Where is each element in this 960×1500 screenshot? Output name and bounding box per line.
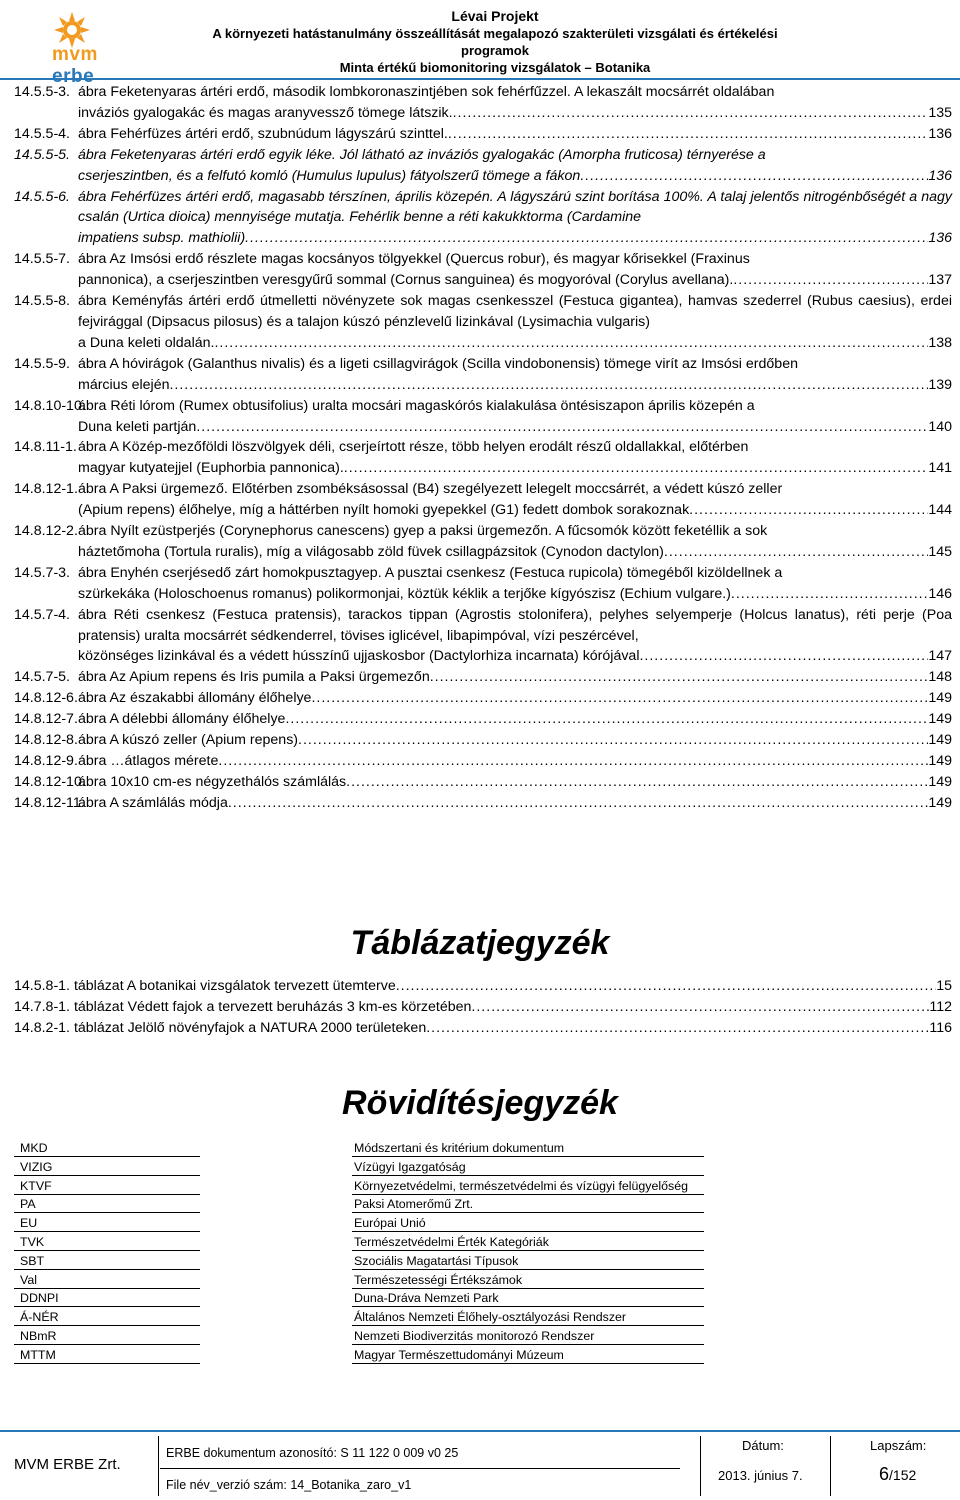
abbreviation-code: KTVF bbox=[14, 1177, 200, 1195]
figure-caption-lead: ábra Az Imsósi erdő részlete magas kocsányos tölgyekkel (Quercus robur), és magyar kőrisekkel (Fraxinus bbox=[78, 251, 750, 268]
abbreviation-meaning: Általános Nemzeti Élőhely-osztályozási Rendszer bbox=[352, 1308, 704, 1326]
figure-page-number: 149 bbox=[928, 773, 952, 790]
project-subtitle: A környezeti hatástanulmány összeállítását megalapozó szakterületi vizsgálati és értékelési programok bbox=[212, 26, 778, 58]
logo-erbe-text: erbe bbox=[52, 66, 95, 87]
figure-entry[interactable] bbox=[14, 354, 952, 396]
dot-leader bbox=[430, 667, 929, 688]
dot-leader bbox=[344, 458, 929, 479]
dot-leader bbox=[733, 270, 928, 291]
figure-number: 14.8.12-8. bbox=[14, 732, 78, 749]
figure-caption-last-line: háztetőmoha (Tortula ruralis), míg a világosabb zöld füvek csillagpázsitok (Cynodon dactylon) bbox=[78, 543, 664, 560]
table-entry[interactable] bbox=[14, 997, 952, 1018]
figure-caption-last-line: magyar kutyatejjel (Euphorbia pannonica). bbox=[78, 460, 344, 477]
figure-caption-lead: ábra Enyhén cserjésedő zárt homokpusztagyep. A pusztai csenkesz (Festuca rupicola) tömegéből kizöldellnek a bbox=[78, 564, 783, 581]
figure-page-number: 147 bbox=[928, 648, 952, 665]
project-section: Minta értékű biomonitoring vizsgálatok – Botanika bbox=[339, 60, 651, 75]
abbreviation-row bbox=[14, 1289, 934, 1308]
abbreviation-row bbox=[14, 1271, 934, 1290]
mvm-erbe-logo bbox=[48, 10, 138, 87]
abbreviation-meaning: Természetvédelmi Érték Kategóriák bbox=[352, 1233, 704, 1251]
figure-entry[interactable] bbox=[14, 82, 952, 124]
abbreviation-row bbox=[14, 1139, 934, 1158]
abbreviation-code: DDNPI bbox=[14, 1289, 200, 1307]
page-total: /152 bbox=[889, 1467, 917, 1483]
dot-leader bbox=[689, 500, 928, 521]
figure-entry[interactable] bbox=[14, 187, 952, 250]
figure-caption-last-line: Duna keleti partján bbox=[78, 418, 197, 435]
figure-entry[interactable] bbox=[14, 249, 952, 291]
figure-page-number: 136 bbox=[928, 167, 952, 184]
figure-number: 14.5.7-4. bbox=[14, 606, 71, 623]
abbreviation-code: VIZIG bbox=[14, 1158, 200, 1176]
figure-entry[interactable] bbox=[14, 145, 952, 187]
abbreviation-meaning: Paksi Atomerőmű Zrt. bbox=[352, 1195, 704, 1213]
dot-leader bbox=[245, 228, 928, 249]
table-entry[interactable] bbox=[14, 976, 952, 997]
figure-number: 14.5.5-9. bbox=[14, 355, 71, 372]
figure-number: 14.8.10-10. bbox=[14, 397, 86, 414]
table-entry-title: 14.7.8-1. táblázat Védett fajok a tervezett beruházás 3 km-es körzetében bbox=[14, 998, 472, 1015]
figure-page-number: 149 bbox=[928, 732, 952, 749]
table-page-number: 112 bbox=[929, 998, 952, 1015]
page-footer bbox=[0, 1430, 960, 1500]
dot-leader bbox=[298, 730, 928, 751]
figure-number: 14.8.12-11. bbox=[14, 794, 85, 811]
figure-page-number: 136 bbox=[928, 230, 952, 247]
dot-leader bbox=[580, 166, 928, 187]
figure-page-number: 149 bbox=[928, 711, 952, 728]
figure-caption-last-line: cserjeszintben, és a felfutó komló (Humulus lupulus) fátyolszerű tömege a fákon bbox=[78, 167, 581, 184]
abbreviation-meaning: Duna-Dráva Nemzeti Park bbox=[352, 1289, 704, 1307]
footer-separator bbox=[160, 1468, 680, 1469]
abbreviation-row bbox=[14, 1346, 934, 1365]
figure-caption-lead: ábra A hóvirágok (Galanthus nivalis) és a ligeti csillagvirágok (Scilla vindobonensis) tömege virít az Imsósi erdőben bbox=[78, 355, 798, 372]
abbreviation-meaning: Vízügyi Igazgatóság bbox=[352, 1158, 704, 1176]
figure-number: 14.5.5-7. bbox=[14, 251, 71, 268]
abbreviation-row bbox=[14, 1177, 934, 1196]
figure-page-number: 136 bbox=[928, 125, 952, 142]
footer-company: MVM ERBE Zrt. bbox=[14, 1456, 121, 1473]
figure-caption-lead: ábra Nyílt ezüstperjés (Corynephorus canescens) gyep a paksi ürgemezőn. A fűcsomók között feketéllik a sok bbox=[78, 523, 768, 540]
abbreviation-code: PA bbox=[14, 1195, 200, 1213]
figure-number: 14.8.12-7. bbox=[14, 711, 78, 728]
dot-leader bbox=[169, 375, 928, 396]
figure-caption-last-line: (Apium repens) élőhelye, míg a háttérben nyílt homoki gyepekkel (G1) fedett dombok sorakoznak bbox=[78, 502, 690, 519]
figure-caption-last-line: inváziós gyalogakác és magas aranyvessző tömege látszik. bbox=[78, 104, 453, 121]
figure-page-number: 140 bbox=[928, 418, 952, 435]
footer-date: 2013. június 7. bbox=[718, 1468, 803, 1483]
dot-leader bbox=[214, 333, 928, 354]
dot-leader bbox=[346, 772, 928, 793]
figure-caption-last-line: szürkekáka (Holoschoenus romanus) polikormonjai, köztük kéklik a terjőke kígyószisz (Echium vulgare.) bbox=[78, 585, 731, 602]
table-page-number: 116 bbox=[929, 1019, 952, 1036]
figure-caption-last-line: közönséges lizinkával és a védett hússzínű ujjaskosbor (Dactylorhiza incarnata) kórójával bbox=[78, 648, 640, 665]
table-entry[interactable] bbox=[14, 1018, 952, 1039]
dot-leader bbox=[426, 1018, 929, 1039]
abbreviation-row bbox=[14, 1214, 934, 1233]
abbreviation-code: NBmR bbox=[14, 1327, 200, 1345]
footer-page-number bbox=[879, 1464, 916, 1485]
figure-caption-last-line: impatiens subsp. mathiolii) bbox=[78, 230, 246, 247]
abbreviation-meaning: Európai Unió bbox=[352, 1214, 704, 1232]
footer-date-label: Dátum: bbox=[742, 1438, 784, 1453]
figure-caption-last-line: ábra 10x10 cm-es négyzethálós számlálás bbox=[78, 773, 347, 790]
table-entry-title: 14.5.8-1. táblázat A botanikai vizsgálatok tervezett ütemterve bbox=[14, 978, 396, 994]
figure-number: 14.8.12-1. bbox=[14, 481, 78, 498]
page-header bbox=[0, 0, 960, 87]
abbreviation-code: Val bbox=[14, 1271, 200, 1289]
figure-caption-last-line: pannonica), a cserjeszintben veresgyűrű sommal (Cornus sanguinea) és mogyoróval (Corylus avellana). bbox=[78, 272, 734, 289]
abbreviation-row bbox=[14, 1252, 934, 1271]
abbreviation-row bbox=[14, 1327, 934, 1346]
figure-caption-lead: ábra Feketenyaras ártéri erdő, második lombkoronaszintjében sok fehérfűzzel. A lekaszált mocsárrét oldalában bbox=[78, 84, 775, 100]
figure-caption-last-line: ábra A számlálás módja bbox=[78, 794, 228, 811]
figure-entry[interactable] bbox=[14, 521, 952, 563]
dot-leader bbox=[471, 997, 929, 1018]
figure-caption-last-line: március elején bbox=[78, 376, 170, 393]
abbreviation-code: EU bbox=[14, 1214, 200, 1232]
dot-leader bbox=[639, 646, 928, 667]
figure-entry[interactable] bbox=[14, 396, 952, 438]
figure-number: 14.5.7-5. bbox=[14, 669, 71, 686]
figure-caption-lead: ábra A Közép-mezőföldi löszvölgyek déli, cserjeírtott része, több helyen erodált részű oldallakkal, előtérben bbox=[78, 439, 749, 456]
figure-page-number: 141 bbox=[928, 460, 952, 477]
abbreviation-code: SBT bbox=[14, 1252, 200, 1270]
abbreviation-row bbox=[14, 1158, 934, 1177]
header-text bbox=[195, 8, 795, 76]
footer-separator bbox=[830, 1436, 831, 1496]
header-divider bbox=[0, 78, 960, 80]
dot-leader bbox=[731, 584, 928, 605]
table-page-number: 15 bbox=[936, 978, 952, 994]
figure-page-number: 149 bbox=[928, 794, 952, 811]
abbreviation-row bbox=[14, 1233, 934, 1252]
figure-entry[interactable] bbox=[14, 605, 952, 668]
figure-caption-last-line: ábra Az Apium repens és Iris pumila a Paksi ürgemezőn bbox=[78, 669, 430, 686]
figure-caption-last-line: ábra Az északabbi állomány élőhelye bbox=[78, 690, 312, 707]
figure-caption-lead: ábra Réti csenkesz (Festuca pratensis), tarackos tippan (Agrostis stolonifera), pelyhes selyemperje (Holcus lanatus), réti perje (Poa pratensis) uralta mocsárrét sédkenderrel, tövises iglicével, libapimpóval, vízi peszércével, bbox=[78, 606, 952, 644]
figure-number: 14.5.7-3. bbox=[14, 564, 71, 581]
figure-entry[interactable] bbox=[14, 479, 952, 521]
figure-page-number: 135 bbox=[928, 104, 952, 121]
dot-leader bbox=[311, 688, 928, 709]
figure-entry[interactable] bbox=[14, 730, 952, 751]
table-list bbox=[14, 976, 952, 1039]
dot-leader bbox=[396, 976, 937, 997]
figure-caption-lead: ábra Keményfás ártéri erdő útmelletti növényzete sok magas csenkesszel (Festuca gigantea), hamvas szederrel (Rubus caesius), erdei fejvirággal (Dipsacus pilosus) és a talajon kúszó pénzlevelű lizinkával (Lysimachia vulgaris) bbox=[78, 293, 952, 330]
logo-mvm-text: mvm bbox=[52, 44, 98, 65]
figure-page-number: 148 bbox=[928, 669, 952, 686]
dot-leader bbox=[218, 751, 928, 772]
footer-separator bbox=[700, 1436, 701, 1496]
abbreviation-meaning: Módszertani és kritérium dokumentum bbox=[352, 1139, 704, 1157]
figure-page-number: 138 bbox=[928, 334, 952, 351]
figure-caption-lead: ábra Feketenyaras ártéri erdő egyik léke. Jól látható az inváziós gyalogakác (Amorpha fruticosa) térnyerése a bbox=[78, 146, 766, 163]
abbreviation-code: Á-NÉR bbox=[14, 1308, 200, 1326]
figure-number: 14.5.5-8. bbox=[14, 293, 71, 310]
dot-leader bbox=[453, 103, 929, 124]
table-entry-title: 14.8.2-1. táblázat Jelölő növényfajok a NATURA 2000 területeken bbox=[14, 1019, 427, 1036]
figure-page-number: 137 bbox=[928, 272, 952, 289]
figure-number: 14.8.11-1. bbox=[14, 439, 77, 456]
figure-entry[interactable] bbox=[14, 437, 952, 479]
abbreviation-code: MTTM bbox=[14, 1346, 200, 1364]
figure-caption-last-line: ábra …átlagos mérete bbox=[78, 753, 219, 769]
page-current: 6 bbox=[879, 1464, 890, 1484]
abbreviation-row bbox=[14, 1308, 934, 1327]
figure-entry[interactable] bbox=[14, 793, 952, 814]
figure-entry[interactable] bbox=[14, 751, 952, 772]
figure-caption-last-line: ábra A délebbi állomány élőhelye bbox=[78, 711, 286, 728]
figure-entry[interactable] bbox=[14, 563, 952, 605]
footer-doc-id: ERBE dokumentum azonosító: S 11 122 0 009 v0 25 bbox=[166, 1446, 459, 1460]
footer-page-label: Lapszám: bbox=[870, 1438, 927, 1453]
figure-number: 14.8.12-10. bbox=[14, 773, 86, 790]
dot-leader bbox=[228, 793, 928, 814]
figure-caption-last-line: ábra A kúszó zeller (Apium repens) bbox=[78, 732, 299, 749]
footer-divider bbox=[0, 1430, 960, 1432]
figure-caption-lead: ábra A Paksi ürgemező. Előtérben zsombéksásossal (B4) szegélyezett lelegelt moccsárrét, a védett kúszó zeller bbox=[78, 481, 783, 498]
abbreviation-table bbox=[14, 1139, 934, 1365]
dot-leader bbox=[448, 124, 928, 145]
figure-caption-last-line: a Duna keleti oldalán. bbox=[78, 334, 215, 351]
figure-entry[interactable] bbox=[14, 772, 952, 793]
figure-number: 14.8.12-6. bbox=[14, 690, 78, 707]
figure-caption-lead: ábra Fehérfüzes ártéri erdő, magasabb térszínen, április közepén. A lágyszárú szint borítása 100%. A talaj jelentős nitrogénbőségét a nagy csalán (Urtica dioica) mennyisége mutatja. Fehérlik benne a réti kakukktorma (Cardamine bbox=[78, 188, 952, 226]
project-title: Lévai Projekt bbox=[451, 8, 539, 24]
figure-entry[interactable] bbox=[14, 291, 952, 354]
figure-number: 14.5.5-3. bbox=[14, 84, 71, 100]
figure-list bbox=[14, 82, 952, 814]
figure-number: 14.5.5-4. bbox=[14, 125, 71, 142]
figure-number: 14.5.5-6. bbox=[14, 188, 71, 205]
footer-separator bbox=[158, 1436, 159, 1496]
figure-caption-last-line: ábra Fehérfüzes ártéri erdő, szubnúdum lágyszárú szinttel. bbox=[78, 125, 448, 142]
figure-page-number: 144 bbox=[928, 502, 952, 519]
footer-file-name: File név_verzió szám: 14_Botanika_zaro_v1 bbox=[166, 1478, 412, 1492]
abbreviation-meaning: Környezetvédelmi, természetvédelmi és vízügyi felügyelőség bbox=[352, 1177, 704, 1195]
figure-entry[interactable] bbox=[14, 688, 952, 709]
figure-page-number: 146 bbox=[928, 585, 952, 602]
figure-page-number: 149 bbox=[928, 690, 952, 707]
dot-leader bbox=[664, 542, 928, 563]
tables-section-title: Táblázatjegyzék bbox=[350, 924, 610, 962]
abbreviations-section-title: Rövidítésjegyzék bbox=[342, 1084, 618, 1122]
abbreviation-code: TVK bbox=[14, 1233, 200, 1251]
dot-leader bbox=[285, 709, 928, 730]
figure-entry[interactable] bbox=[14, 709, 952, 730]
dot-leader bbox=[196, 417, 928, 438]
figure-caption-lead: ábra Réti lórom (Rumex obtusifolius) uralta mocsári magaskórós kialakulása öntésiszapon április közepén a bbox=[78, 397, 755, 414]
abbreviation-meaning: Szociális Magatartási Típusok bbox=[352, 1252, 704, 1270]
figure-page-number: 145 bbox=[928, 543, 952, 560]
abbreviation-meaning: Nemzeti Biodiverzitás monitorozó Rendszer bbox=[352, 1327, 704, 1345]
abbreviation-meaning: Természetességi Értékszámok bbox=[352, 1271, 704, 1289]
figure-entry[interactable] bbox=[14, 124, 952, 145]
abbreviation-code: MKD bbox=[14, 1139, 200, 1157]
abbreviation-row bbox=[14, 1195, 934, 1214]
figure-number: 14.5.5-5. bbox=[14, 146, 71, 163]
abbreviation-meaning: Magyar Természettudományi Múzeum bbox=[352, 1346, 704, 1364]
figure-entry[interactable] bbox=[14, 667, 952, 688]
figure-page-number: 149 bbox=[928, 753, 952, 769]
figure-number: 14.8.12-9. bbox=[14, 753, 78, 769]
figure-page-number: 139 bbox=[928, 376, 952, 393]
figure-number: 14.8.12-2. bbox=[14, 523, 78, 540]
